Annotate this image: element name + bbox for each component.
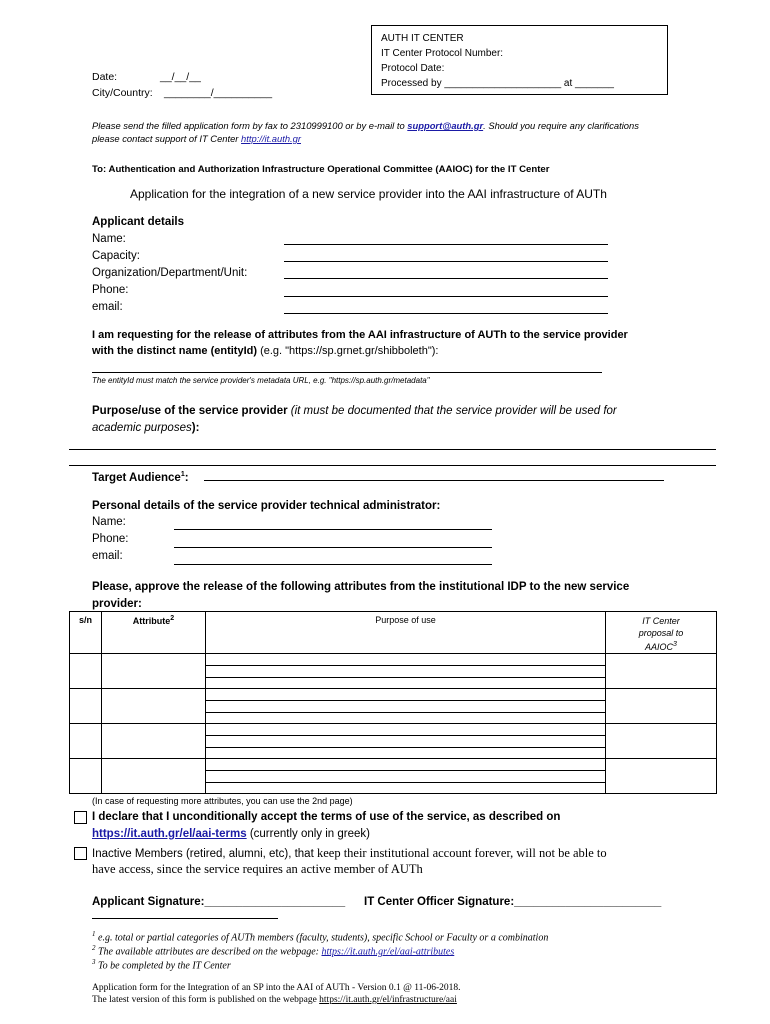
applicant-capacity-field[interactable]	[284, 261, 608, 262]
col-header-proposal: IT Center proposal to AAIOC$^3$	[606, 612, 717, 654]
form-title: Application for the integration of a new service provider into the AAI infrastructure of AUTh	[130, 187, 607, 201]
instructions-line1: Please send the filled application form by fax to 2310999100 or by e-mail to support@auth.gr. Should you require any clarifications	[92, 120, 639, 131]
applicant-name-label: Name:	[92, 233, 126, 245]
support-email-link[interactable]: support@auth.gr	[407, 120, 484, 131]
attribute-cell[interactable]	[102, 654, 206, 689]
proposal-cell[interactable]	[606, 689, 717, 724]
footer-line2: The latest version of this form is published on the webpage https://it.auth.gr/el/infrastructure/aai	[92, 995, 457, 1005]
admin-heading: Personal details of the service provider technical administrator:	[92, 500, 441, 512]
admin-name-field[interactable]	[174, 529, 492, 530]
to-line: To: Authentication and Authorization Infrastructure Operational Committee (AAIOC) for the IT Center	[92, 164, 550, 175]
admin-phone-field[interactable]	[174, 547, 492, 548]
admin-email-label: email:	[92, 550, 123, 562]
date-field[interactable]: __/__/__	[160, 71, 201, 83]
applicant-email-label: email:	[92, 301, 123, 313]
footnote-2: $^2$ The available attributes are described on the webpage: https://it.auth.gr/el/aai-attributes	[92, 944, 455, 958]
purpose-field-line1[interactable]	[69, 449, 716, 450]
processed-by-label: Processed by _____________________ at _______	[381, 78, 614, 89]
officer-signature[interactable]: IT Center Officer Signature:_______________________	[364, 896, 662, 908]
table-row	[70, 759, 717, 794]
protocol-date-label: Protocol Date:	[381, 63, 445, 74]
declare-line2: https://it.auth.gr/el/aai-terms (currently only in greek)	[92, 828, 370, 840]
instructions-line2: please contact support of IT Center http://it.auth.gr	[92, 133, 301, 144]
aai-terms-link[interactable]: https://it.auth.gr/el/aai-terms	[92, 828, 247, 840]
col-header-purpose: Purpose of use	[206, 612, 606, 654]
target-audience-field[interactable]	[204, 480, 664, 481]
purpose-cell[interactable]	[206, 759, 606, 794]
purpose-cell[interactable]	[206, 654, 606, 689]
footnote-1: $^1$ e.g. total or partial categories of AUTh members (faculty, students), specific School or Faculty or a combination	[92, 930, 549, 944]
applicant-organization-label: Organization/Department/Unit:	[92, 267, 248, 279]
protocol-number-label: IT Center Protocol Number:	[381, 48, 504, 59]
infrastructure-link[interactable]: https://it.auth.gr/el/infrastructure/aai	[319, 995, 457, 1005]
date-label: Date:	[92, 71, 118, 83]
col-header-sn: s/n	[70, 612, 102, 654]
inactive-line1: Inactive Members (retired, alumni, etc), that keep their institutional account forever, will not be able to	[92, 846, 607, 860]
entityid-note: The entityId must match the service provider's metadata URL, e.g. "https://sp.auth.gr/metadata"	[92, 376, 430, 385]
table-row	[70, 724, 717, 759]
admin-email-field[interactable]	[174, 564, 492, 565]
it-center-link[interactable]: http://it.auth.gr	[241, 133, 301, 144]
col-header-attribute: Attribute$^2$	[102, 612, 206, 654]
approve-line1: Please, approve the release of the following attributes from the institutional IDP to the new service	[92, 581, 630, 593]
city-field[interactable]: ________/__________	[164, 87, 273, 99]
entityid-field[interactable]	[92, 372, 602, 373]
protocol-box-title: AUTH IT CENTER	[381, 33, 464, 44]
sn-cell[interactable]	[70, 724, 102, 759]
target-audience-label: Target Audience$^1$:	[92, 471, 189, 484]
applicant-phone-label: Phone:	[92, 284, 129, 296]
applicant-email-field[interactable]	[284, 313, 608, 314]
purpose-line1: Purpose/use of the service provider (it must be documented that the service provider will be used for	[92, 405, 617, 417]
sn-cell[interactable]	[70, 759, 102, 794]
footer-line1: Application form for the Integration of an SP into the AAI of AUTh - Version 0.1 @ 11-06-2018.	[92, 983, 461, 993]
table-row	[70, 654, 717, 689]
request-line1: I am requesting for the release of attributes from the AAI infrastructure of AUTh to the service provider	[92, 329, 628, 341]
table-header-row	[70, 612, 717, 654]
admin-phone-label: Phone:	[92, 533, 129, 545]
approve-line2: provider:	[92, 598, 142, 610]
proposal-cell[interactable]	[606, 759, 717, 794]
attribute-cell[interactable]	[102, 689, 206, 724]
declare-line1: I declare that I unconditionally accept the terms of use of the service, as described on	[92, 811, 561, 823]
table-note: (In case of requesting more attributes, you can use the 2nd page)	[92, 796, 353, 806]
request-line2: with the distinct name (entityId) (e.g. "https://sp.grnet.gr/shibboleth"):	[92, 345, 439, 357]
table-row	[70, 689, 717, 724]
attributes-link[interactable]: https://it.auth.gr/el/aai-attributes	[321, 946, 455, 958]
purpose-cell[interactable]	[206, 689, 606, 724]
footnote-divider	[92, 918, 278, 919]
inactive-line2: have access, since the service requires an active member of AUTh	[92, 862, 423, 876]
sn-cell[interactable]	[70, 689, 102, 724]
attribute-cell[interactable]	[102, 724, 206, 759]
inactive-members-checkbox[interactable]	[74, 847, 87, 860]
applicant-signature[interactable]: Applicant Signature:______________________	[92, 896, 346, 908]
proposal-cell[interactable]	[606, 724, 717, 759]
purpose-cell[interactable]	[206, 724, 606, 759]
city-label: City/Country:	[92, 87, 153, 99]
protocol-box	[371, 25, 668, 95]
admin-name-label: Name:	[92, 516, 126, 528]
accept-terms-checkbox[interactable]	[74, 811, 87, 824]
applicant-phone-field[interactable]	[284, 296, 608, 297]
proposal-cell[interactable]	[606, 654, 717, 689]
attributes-table	[69, 611, 717, 794]
applicant-heading: Applicant details	[92, 216, 185, 228]
sn-cell[interactable]	[70, 654, 102, 689]
applicant-capacity-label: Capacity:	[92, 250, 140, 262]
footnote-3: $^3$ To be completed by the IT Center	[92, 958, 231, 972]
applicant-organization-field[interactable]	[284, 278, 608, 279]
attribute-cell[interactable]	[102, 759, 206, 794]
purpose-line2: academic purposes):	[92, 422, 200, 434]
applicant-name-field[interactable]	[284, 244, 608, 245]
